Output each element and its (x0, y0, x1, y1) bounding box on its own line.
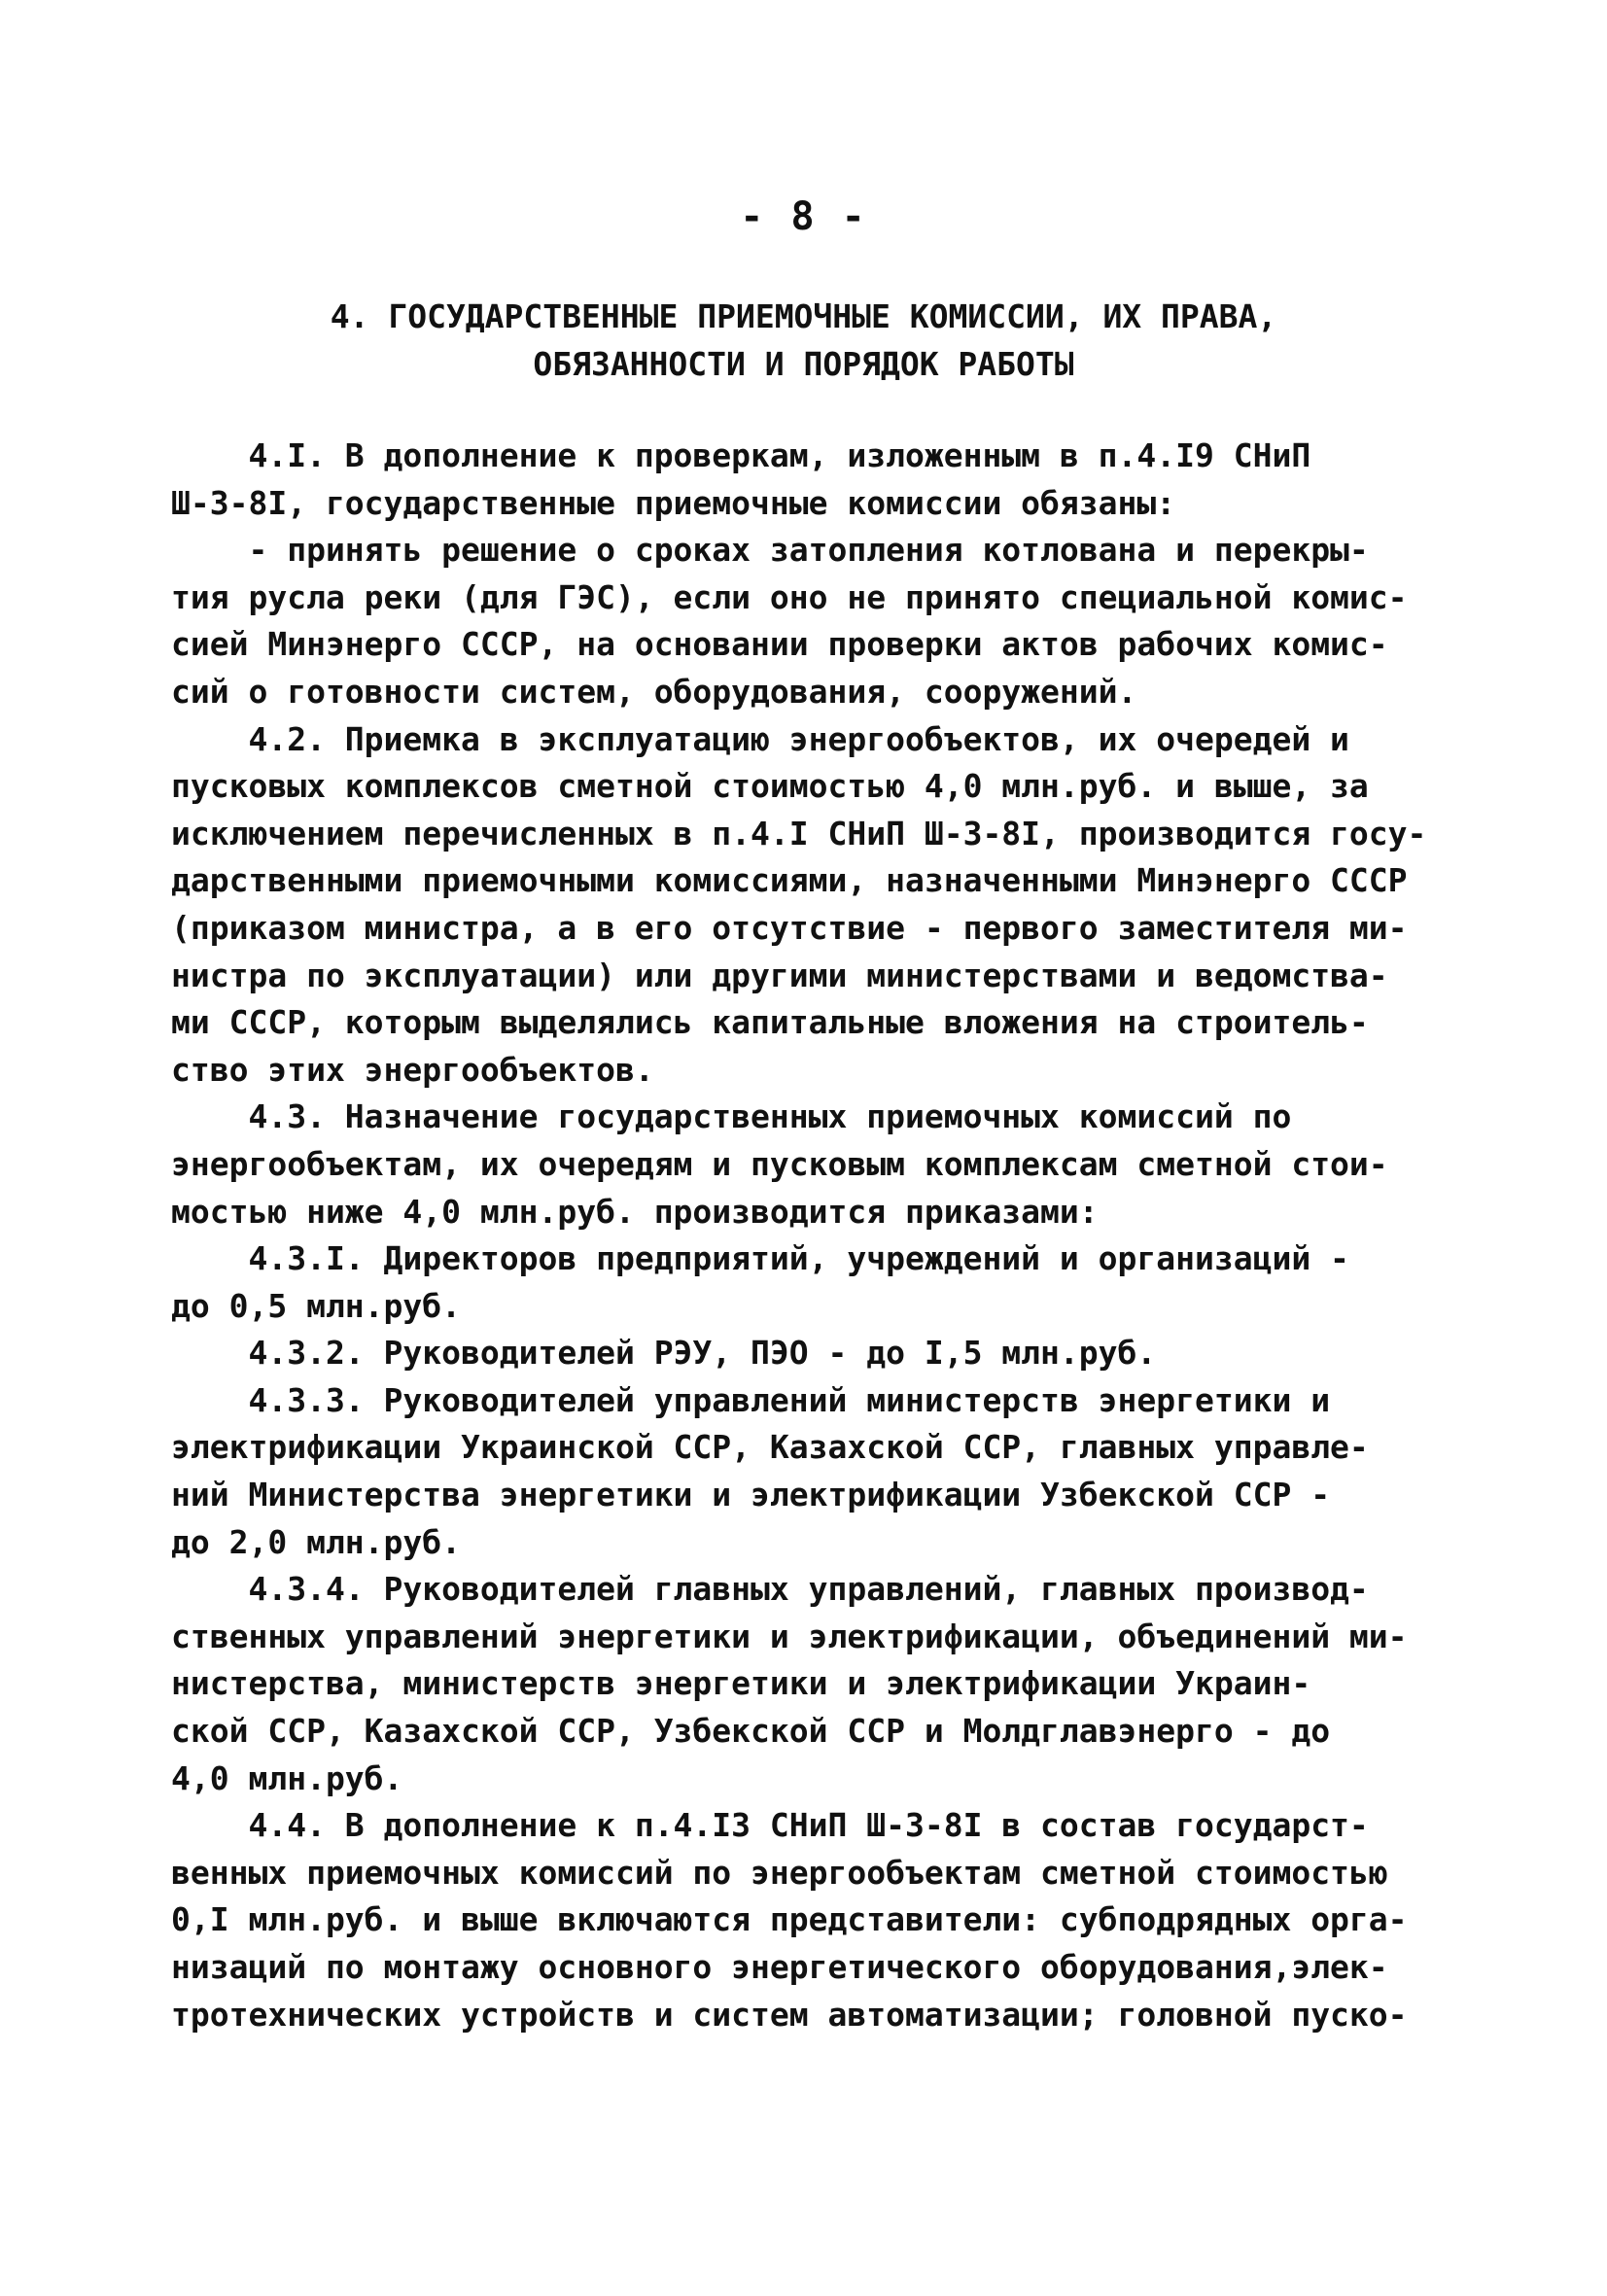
text-line: Ш-3-8I, государственные приемочные комиссии обязаны: (171, 483, 1176, 522)
text-line: ственных управлений энергетики и электрификации, объединений ми- (171, 1617, 1408, 1655)
section-title-line: ОБЯЗАННОСТИ И ПОРЯДОК РАБОТЫ (533, 344, 1074, 383)
text-line: низаций по монтажу основного энергетического оборудования,элек- (171, 1948, 1388, 1986)
text-line: нистра по эксплуатации) или другими министерствами и ведомства- (171, 956, 1388, 994)
text-line: 4.2. Приемка в эксплуатацию энергообъектов, их очередей и (171, 719, 1349, 758)
section-title (0, 292, 1607, 386)
page-number: - 8 - (740, 194, 867, 239)
text-line: ской ССР, Казахской ССР, Узбекской ССР и Молдглавэнерго - до (171, 1712, 1331, 1751)
text-line: 4.I. В дополнение к проверкам, изложенным в п.4.I9 СНиП (171, 436, 1311, 474)
text-line: венных приемочных комиссий по энергообъектам сметной стоимостью (171, 1853, 1388, 1892)
text-line: мостью ниже 4,0 млн.руб. производится приказами: (171, 1192, 1099, 1231)
text-line: ство этих энергообъектов. (171, 1050, 654, 1089)
body-text (171, 433, 1425, 2038)
text-line: 4.3. Назначение государственных приемочных комиссий по (171, 1097, 1292, 1136)
text-line: 4.3.2. Руководителей РЭУ, ПЭО - до I,5 млн.руб. (171, 1334, 1157, 1373)
text-line: до 0,5 млн.руб. (171, 1286, 462, 1325)
text-line: ний Министерства энергетики и электрификации Узбекской ССР - (171, 1476, 1331, 1514)
text-line: 4,0 млн.руб. (171, 1758, 403, 1797)
text-line: - принять решение о сроках затопления котлована и перекры- (171, 531, 1369, 570)
text-line: 4.3.3. Руководителей управлений министерств энергетики и (171, 1380, 1331, 1419)
text-line: 4.3.4. Руководителей главных управлений, главных производ- (171, 1570, 1369, 1609)
section-title-line: 4. ГОСУДАРСТВЕННЫЕ ПРИЕМОЧНЫЕ КОМИССИИ, ИХ ПРАВА, (330, 297, 1277, 335)
text-line: ми СССР, которым выделялись капитальные вложения на строитель- (171, 1003, 1369, 1042)
text-line: 0,I млн.руб. и выше включаются представители: субподрядных орга- (171, 1900, 1408, 1939)
text-line: (приказом министра, а в его отсутствие - первого заместителя ми- (171, 908, 1408, 947)
text-line: 4.4. В дополнение к п.4.I3 СНиП Ш-3-8I в состав государст- (171, 1806, 1369, 1845)
text-line: 4.3.I. Директоров предприятий, учреждений и организаций - (171, 1239, 1349, 1278)
text-line: нистерства, министерств энергетики и электрификации Украин- (171, 1664, 1311, 1703)
text-line: тротехнических устройств и систем автоматизации; головной пуско- (171, 1995, 1408, 2034)
text-line: сией Минэнерго СССР, на основании проверки актов рабочих комис- (171, 625, 1388, 664)
text-line: энергообъектам, их очередям и пусковым комплексам сметной стои- (171, 1144, 1388, 1183)
text-line: исключением перечисленных в п.4.I СНиП Ш-3-8I, производится госу- (171, 814, 1427, 852)
text-line: тия русла реки (для ГЭС), если оно не принято специальной комис- (171, 577, 1408, 616)
text-line: электрификации Украинской ССР, Казахской ССР, главных управле- (171, 1428, 1369, 1467)
text-line: пусковых комплексов сметной стоимостью 4,0 млн.руб. и выше, за (171, 767, 1369, 806)
text-line: дарственными приемочными комиссиями, назначенными Минэнерго СССР (171, 861, 1408, 900)
text-line: до 2,0 млн.руб. (171, 1522, 462, 1561)
text-line: сий о готовности систем, оборудования, сооружений. (171, 672, 1137, 711)
